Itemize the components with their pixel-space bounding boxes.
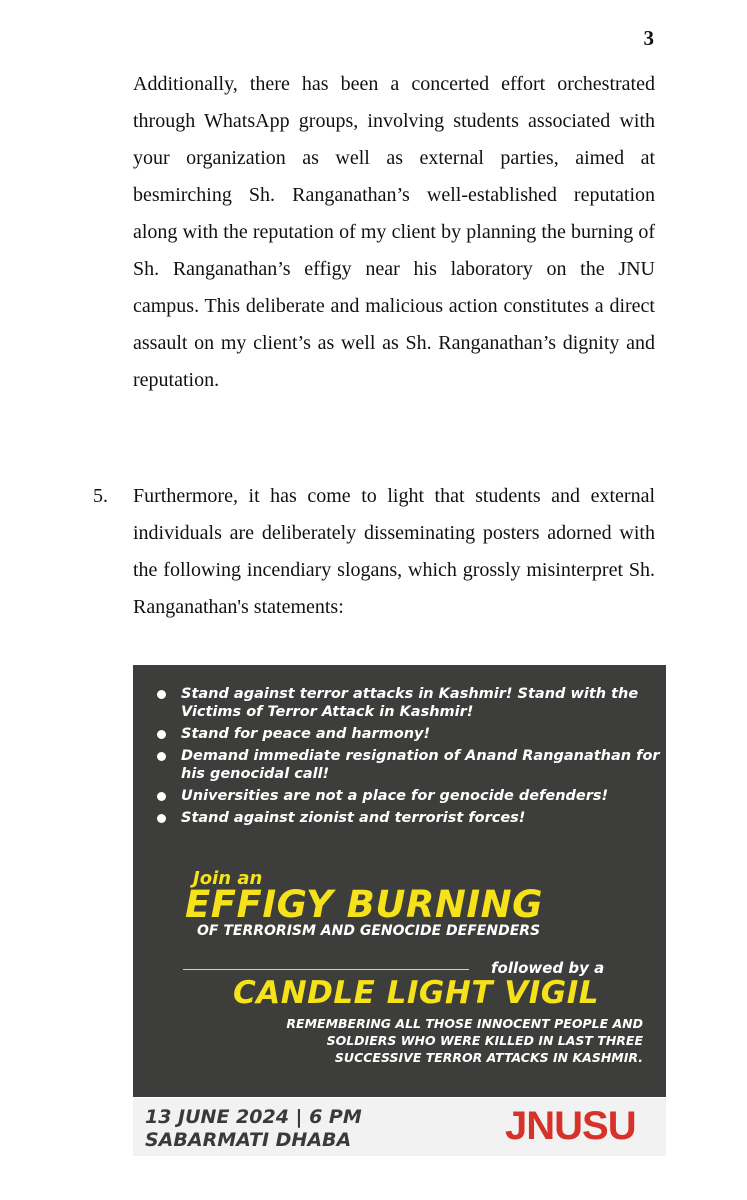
organization-logo: JNUSU: [505, 1104, 636, 1148]
slogan-item: [153, 787, 663, 805]
slogan-text: Universities are not a place for genocide defenders!: [181, 788, 609, 804]
slogan-item: [153, 685, 663, 721]
protest-poster-image: [133, 665, 666, 1097]
effigy-headline: EFFIGY BURNING: [185, 883, 543, 926]
slogan-item: [153, 747, 663, 783]
slogan-list: [153, 685, 663, 831]
bullet-icon: [157, 690, 166, 699]
event-venue: SABARMATI DHABA: [145, 1129, 352, 1151]
remembrance-text: REMEMBERING ALL THOSE INNOCENT PEOPLE AND SOLDIERS WHO WERE KILLED IN LAST THREE SUCCESSIVE TERROR ATTACKS IN KASHMIR.: [286, 1016, 643, 1065]
bullet-icon: [157, 814, 166, 823]
slogan-text: Stand against terror attacks in Kashmir! Stand with the Victims of Terror Attack in Kashmir!: [181, 686, 639, 720]
slogan-text: Demand immediate resignation of Anand Ranganathan for his genocidal call!: [181, 748, 660, 782]
followed-label: followed by a: [491, 959, 605, 977]
vigil-headline: CANDLE LIGHT VIGIL: [233, 975, 600, 1011]
join-label: Join an: [193, 868, 263, 889]
slogan-item: [153, 809, 663, 827]
effigy-subheadline: OF TERRORISM AND GENOCIDE DEFENDERS: [197, 923, 541, 939]
paragraph-additionally: Additionally, there has been a concerted effort orchestrated through WhatsApp groups, involving students associated with your organization as well as external parties, aimed at besmirching Sh. Ranganathan’s well-established reputation along with the reputation of my client by planning the burning of Sh. Ranganathan’s effigy near his laboratory on the JNU campus. This deliberate and malicious action constitutes a direct assault on my client’s as well as Sh. Ranganathan’s dignity and reputation.: [133, 73, 655, 391]
item-number: 5.: [93, 485, 108, 507]
poster-footer: [133, 1098, 666, 1156]
bullet-icon: [157, 792, 166, 801]
event-date-time: 13 JUNE 2024 | 6 PM: [145, 1106, 362, 1128]
bullet-icon: [157, 752, 166, 761]
page-number: 3: [643, 26, 654, 50]
slogan-text: Stand against zionist and terrorist forces!: [181, 810, 526, 826]
paragraph-furthermore: Furthermore, it has come to light that students and external individuals are deliberately disseminating posters adorned with the following incendiary slogans, which grossly misinterpret Sh. Ranganathan's statements:: [133, 485, 655, 618]
slogan-text: Stand for peace and harmony!: [181, 726, 431, 742]
divider-line: [183, 969, 469, 970]
bullet-icon: [157, 730, 166, 739]
slogan-item: [153, 725, 663, 743]
